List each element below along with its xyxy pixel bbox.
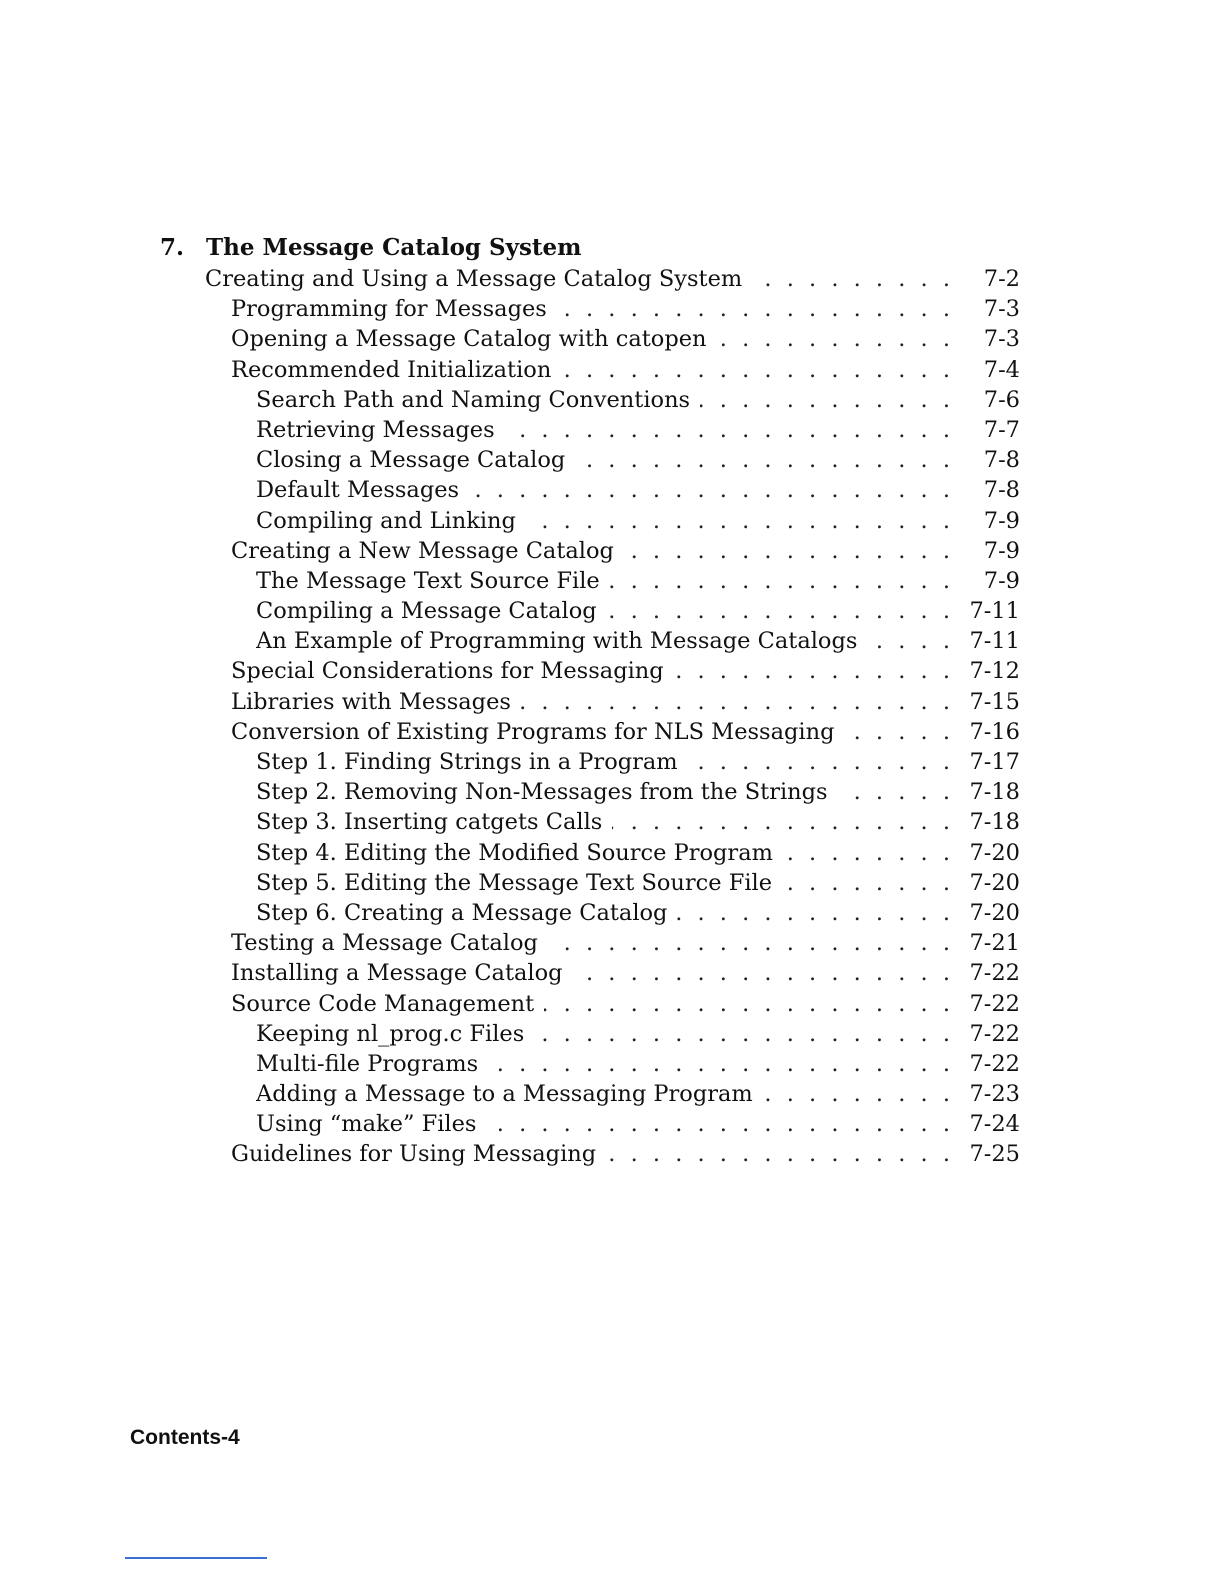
toc-entry-page: 7-22 [969,1020,1020,1047]
toc-entry-page: 7-4 [983,356,1020,383]
toc-entry-page: 7-16 [969,718,1020,745]
toc-entry-page: 7-7 [983,416,1020,443]
toc-entry-page: 7-6 [983,386,1020,413]
toc-entry-title: Conversion of Existing Programs for NLS Messaging [231,718,835,745]
toc-entry-title: Libraries with Messages [231,688,511,715]
toc-entry[interactable] [205,989,1020,1019]
toc-entry[interactable] [205,415,1020,445]
dot-leader [763,1079,954,1109]
toc-entry-title: Installing a Message Catalog [231,960,563,987]
toc-entry[interactable] [205,355,1020,385]
toc-entry-title: Using “make” Files [256,1111,477,1138]
toc-entry-title: Compiling a Message Catalog [256,598,597,625]
toc-entry-page: 7-11 [969,598,1020,625]
toc-entry-page: 7-8 [983,447,1020,474]
toc-entry[interactable] [205,656,1020,686]
dot-leader [674,656,954,686]
chapter-heading [160,234,582,261]
dot-leader [782,868,954,898]
toc-entry-page: 7-20 [969,869,1020,896]
dot-leader [607,596,954,626]
dot-leader [488,1049,954,1079]
dot-leader [624,536,954,566]
dot-leader [845,717,954,747]
toc-entry[interactable] [205,1139,1020,1169]
dot-leader [557,294,954,324]
toc-entry-page: 7-2 [983,266,1020,292]
dot-leader [548,928,954,958]
dot-leader [469,475,954,505]
dot-leader [717,324,954,354]
toc-entry-title: Default Messages [256,477,460,504]
toc-entry-page: 7-22 [969,960,1020,987]
toc-entry-page: 7-17 [969,749,1020,775]
toc-entry[interactable] [205,928,1020,958]
toc-entry[interactable] [205,1019,1020,1049]
toc-entry-title: Source Code Management [231,990,535,1017]
chapter-number: 7. [160,234,185,261]
toc-entry-title: Recommended Initialization [231,356,552,383]
dot-leader [700,385,954,415]
toc-entry-page: 7-12 [969,658,1020,685]
toc-entry[interactable] [205,536,1020,566]
toc-entry[interactable] [205,717,1020,747]
toc-entry[interactable] [205,294,1020,324]
toc-entry-title: Compiling and Linking [256,507,516,534]
dot-leader [783,838,954,868]
dot-leader [521,687,954,717]
chapter-title: The Message Catalog System [206,234,582,261]
dot-leader [752,264,954,294]
toc-entry-page: 7-25 [969,1141,1020,1168]
toc-entry[interactable] [205,264,1020,294]
toc-entry-page: 7-15 [969,688,1020,715]
toc-entry[interactable] [205,838,1020,868]
toc-entry-page: 7-20 [969,839,1020,866]
toc-entry-page: 7-11 [969,628,1020,655]
toc-entry-title: Step 2. Removing Non-Messages from the Strings [256,779,828,806]
dot-leader [561,355,954,385]
page-footer-label: Contents-4 [130,1426,240,1449]
toc-entry[interactable] [205,747,1020,777]
toc-entry[interactable] [205,868,1020,898]
dot-leader [606,1139,954,1169]
toc-entry-page: 7-24 [969,1111,1020,1138]
toc-entry-title: Adding a Message to a Messaging Program [256,1081,753,1108]
bottom-rule [125,1557,267,1559]
toc-entry[interactable] [205,506,1020,536]
toc-entry-title: An Example of Programming with Message Catalogs [256,628,858,655]
dot-leader [526,506,954,536]
dot-leader [838,777,954,807]
toc-entry-title: Keeping nl_prog.c Files [256,1020,525,1047]
toc-entry-page: 7-23 [969,1081,1020,1108]
dot-leader [688,747,954,777]
dot-leader [575,445,954,475]
toc-entry[interactable] [205,1049,1020,1079]
toc-entry[interactable] [205,958,1020,988]
toc-entry-page: 7-3 [983,326,1020,353]
dot-leader [612,807,954,837]
dot-leader [486,1109,954,1139]
toc-entry[interactable] [205,626,1020,656]
toc-entry[interactable] [205,385,1020,415]
toc-entry[interactable] [205,1109,1020,1139]
toc-entry-title: Multi-file Programs [256,1050,479,1077]
dot-leader [867,626,954,656]
toc-list [205,264,1020,1170]
dot-leader [573,958,954,988]
toc-entry-page: 7-9 [983,507,1020,534]
toc-entry-title: Step 6. Creating a Message Catalog [256,899,668,926]
toc-entry[interactable] [205,898,1020,928]
toc-entry-title: Programming for Messages [231,296,547,323]
dot-leader [677,898,954,928]
toc-entry-page: 7-22 [969,1050,1020,1077]
toc-entry[interactable] [205,445,1020,475]
toc-entry-page: 7-20 [969,899,1020,926]
toc-entry-page: 7-18 [969,809,1020,836]
toc-entry[interactable] [205,475,1020,505]
toc-entry-title: Retrieving Messages [256,416,495,443]
dot-leader [505,415,954,445]
toc-entry-title: Search Path and Naming Conventions [256,386,691,413]
toc-entry[interactable] [205,1079,1020,1109]
toc-entry[interactable] [205,687,1020,717]
toc-entry-title: Creating and Using a Message Catalog System [205,266,743,292]
toc-entry-page: 7-9 [983,537,1020,564]
dot-leader [610,566,954,596]
toc-entry-title: Guidelines for Using Messaging [231,1141,597,1168]
toc-entry[interactable] [205,596,1020,626]
toc-entry-title: Step 5. Editing the Message Text Source File [256,869,773,896]
toc-entry[interactable] [205,807,1020,837]
toc-entry-title: Step 3. Inserting catgets Calls [256,809,603,836]
toc-entry-title: Creating a New Message Catalog [231,537,614,564]
toc-entry[interactable] [205,324,1020,354]
dot-leader [534,1019,954,1049]
toc-entry-page: 7-21 [969,930,1020,957]
toc-entry-title: Testing a Message Catalog [231,930,538,957]
toc-entry-title: Opening a Message Catalog with catopen [231,326,707,353]
toc-entry-page: 7-9 [983,567,1020,594]
toc-entry-title: Special Considerations for Messaging [231,658,664,685]
toc-entry[interactable] [205,566,1020,596]
toc-entry-title: Step 4. Editing the Modified Source Program [256,839,773,866]
dot-leader [544,989,954,1019]
toc-entry-page: 7-3 [983,296,1020,323]
toc-entry-page: 7-18 [969,779,1020,806]
toc-entry[interactable] [205,777,1020,807]
toc-entry-page: 7-22 [969,990,1020,1017]
toc-entry-title: Step 1. Finding Strings in a Program [256,749,678,775]
toc-entry-title: The Message Text Source File [256,567,600,594]
toc-entry-title: Closing a Message Catalog [256,447,566,474]
toc-entry-page: 7-8 [983,477,1020,504]
